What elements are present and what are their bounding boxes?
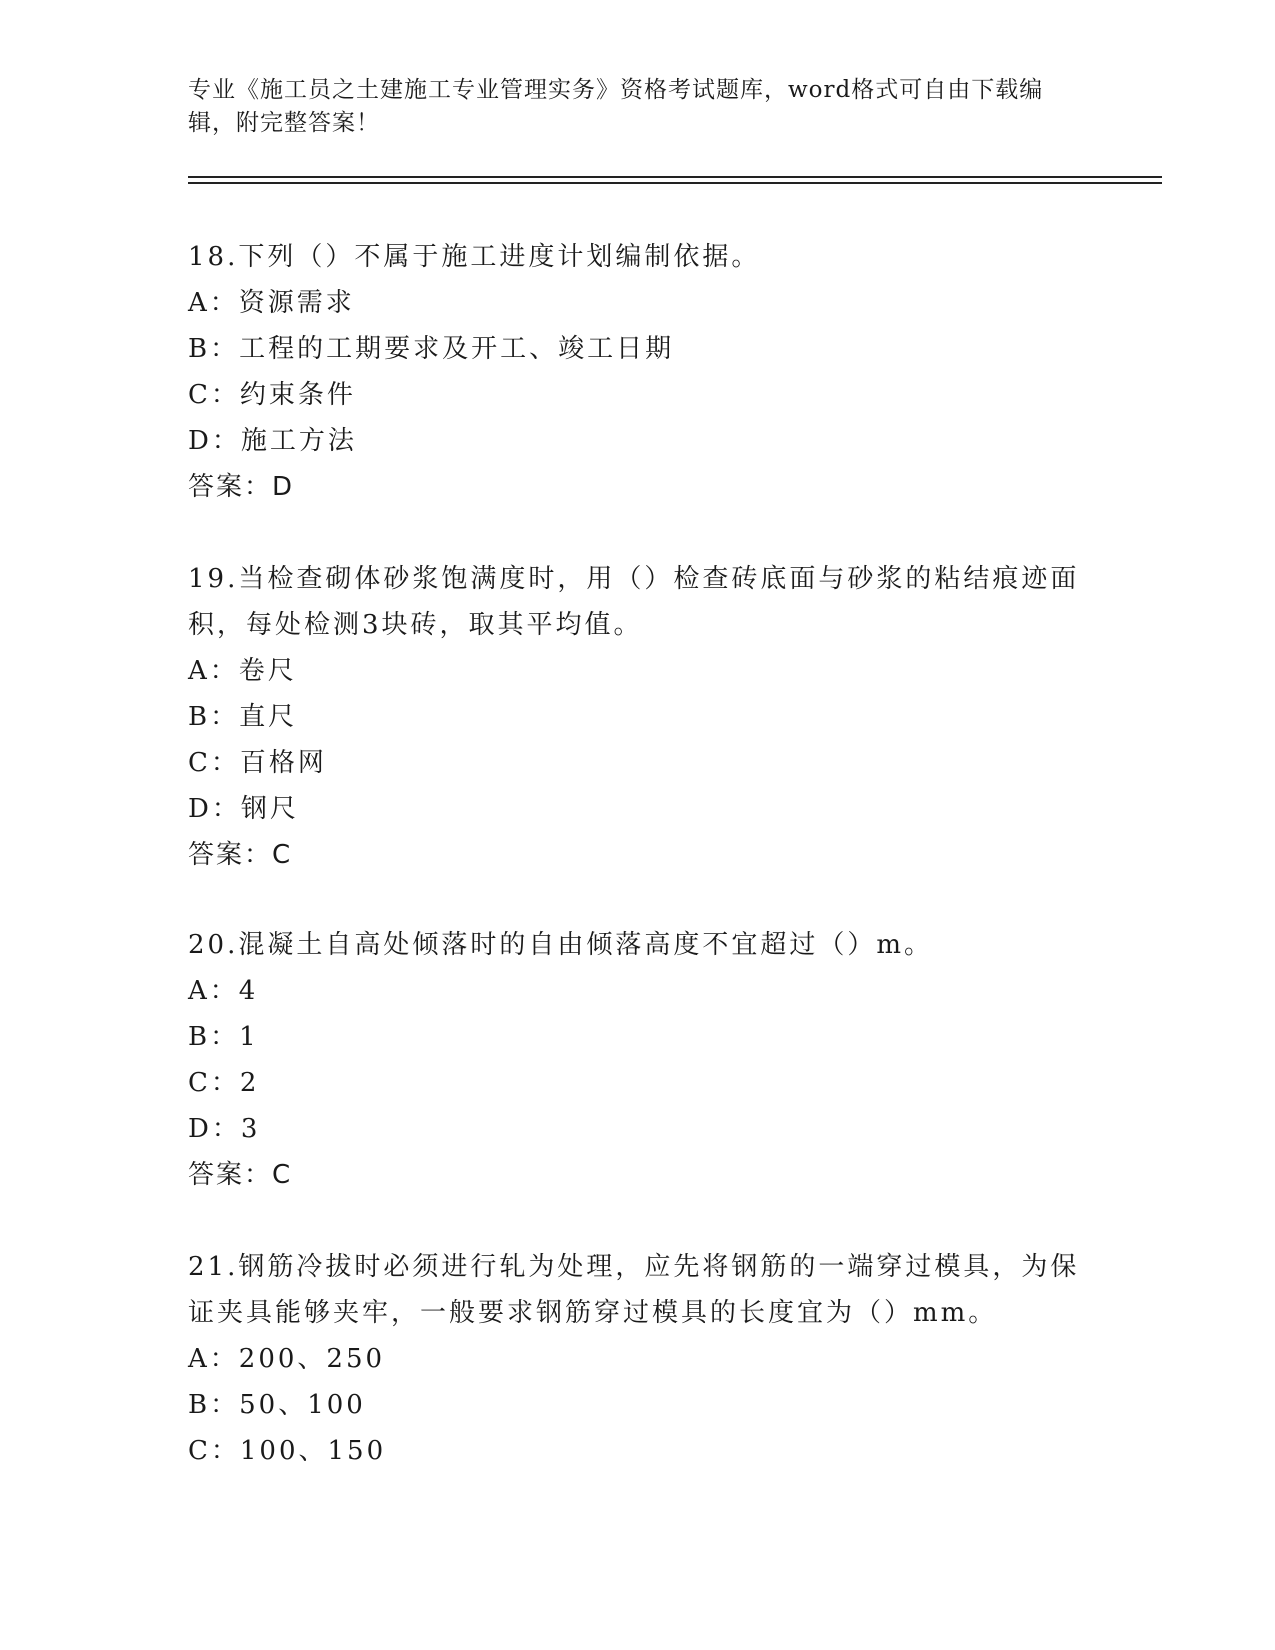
option-b: B：50、100 — [188, 1390, 366, 1420]
option-a: A：4 — [188, 976, 259, 1006]
question-18 — [188, 234, 1088, 510]
option-a: A：200、250 — [188, 1344, 386, 1374]
option-c: C：100、150 — [188, 1436, 387, 1466]
question-stem: 18.下列（）不属于施工进度计划编制依据。 — [188, 242, 761, 272]
question-19 — [188, 556, 1088, 878]
answer-line: 答案：D — [188, 472, 295, 502]
question-stem: 20.混凝土自高处倾落时的自由倾落高度不宜超过（）m。 — [188, 930, 934, 960]
document-header — [188, 74, 1068, 140]
question-stem: 21.钢筋冷拔时必须进行轧为处理，应先将钢筋的一端穿过模具，为保证夹具能够夹牢，一般要求钢筋穿过模具的长度宜为（）mm。 — [188, 1252, 1080, 1328]
option-a: A：卷尺 — [188, 656, 297, 686]
option-b: B：直尺 — [188, 702, 298, 732]
answer-line: 答案：C — [188, 840, 293, 870]
option-c: C：百格网 — [188, 748, 327, 778]
option-b: B：工程的工期要求及开工、竣工日期 — [188, 334, 675, 364]
question-20 — [188, 922, 1088, 1198]
header-divider-top — [188, 176, 1162, 178]
option-d: D：钢尺 — [188, 794, 299, 824]
question-21 — [188, 1244, 1088, 1474]
option-c: C：2 — [188, 1068, 260, 1098]
option-d: D：施工方法 — [188, 426, 357, 456]
header-text: 专业《施工员之土建施工专业管理实务》资格考试题库，word格式可自由下载编辑，附完整答案！ — [188, 77, 1044, 136]
option-d: D：3 — [188, 1114, 261, 1144]
answer-line: 答案：C — [188, 1160, 293, 1190]
option-b: B：1 — [188, 1022, 259, 1052]
question-stem: 19.当检查砌体砂浆饱满度时，用（）检查砖底面与砂浆的粘结痕迹面积，每处检测3块砖，取其平均值。 — [188, 564, 1080, 640]
option-a: A：资源需求 — [188, 288, 355, 318]
option-c: C：约束条件 — [188, 380, 356, 410]
header-divider-bottom — [188, 182, 1162, 184]
